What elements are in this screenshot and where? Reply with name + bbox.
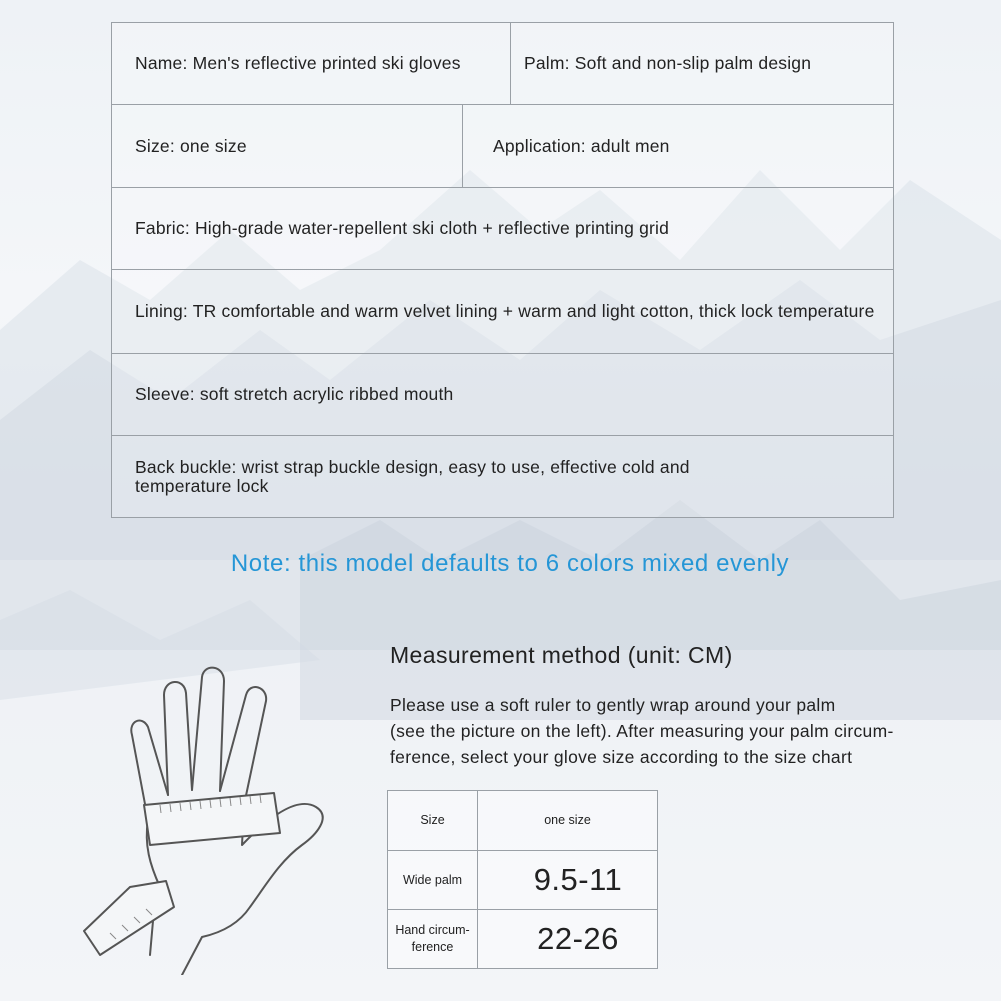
spec-palm: Palm: Soft and non-slip palm design: [511, 23, 894, 105]
hand-circumference-value: 22-26: [478, 910, 658, 969]
measurement-title: Measurement method (unit: CM): [390, 642, 733, 668]
hand-circumference-label-line-1: Hand circum-: [395, 923, 470, 937]
wide-palm-label: Wide palm: [388, 851, 478, 910]
spec-application: Application: adult men: [463, 105, 894, 188]
spec-sleeve: Sleeve: soft stretch acrylic ribbed mouth: [112, 354, 894, 436]
measurement-line-1: Please use a soft ruler to gently wrap around your palm: [390, 695, 836, 715]
hand-measurement-illustration: [70, 655, 370, 975]
hand-circumference-label: [388, 910, 478, 969]
measurement-line-3: ference, select your glove size according to the size chart: [390, 747, 853, 767]
spec-name: Name: Men's reflective printed ski gloves: [112, 23, 511, 105]
spec-size: Size: one size: [112, 105, 463, 188]
hand-circumference-label-line-2: ference: [411, 940, 454, 954]
spec-table: [111, 22, 894, 518]
color-note: Note: this model defaults to 6 colors mixed evenly: [230, 550, 790, 577]
size-chart: [387, 790, 658, 969]
measurement-line-2: (see the picture on the left). After measuring your palm circum-: [390, 721, 894, 741]
wide-palm-value: 9.5-11: [478, 851, 658, 910]
measurement-description: [390, 692, 990, 770]
size-header-value: one size: [478, 791, 658, 851]
spec-back-buckle: Back buckle: wrist strap buckle design, easy to use, effective cold and temperature lock: [112, 436, 894, 518]
size-header-label: Size: [388, 791, 478, 851]
spec-fabric: Fabric: High-grade water-repellent ski cloth + reflective printing grid: [112, 188, 894, 270]
spec-lining: Lining: TR comfortable and warm velvet lining + warm and light cotton, thick lock temperature: [112, 270, 894, 354]
